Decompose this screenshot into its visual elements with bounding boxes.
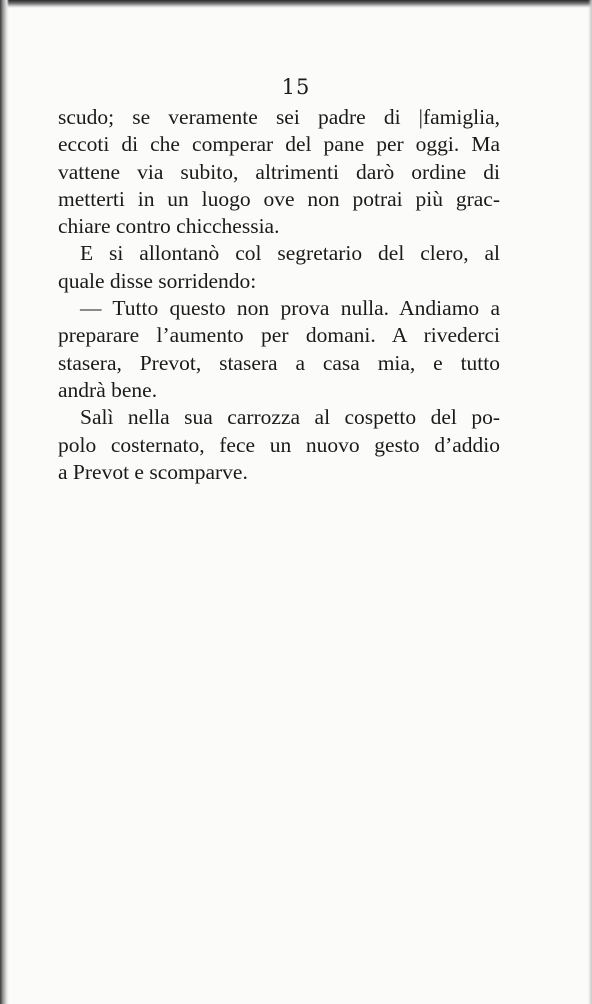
text-line: E si allontanò col segretario del clero, al	[80, 241, 500, 266]
paragraph-1	[58, 104, 500, 240]
text-line: stasera, Prevot, stasera a casa mia, e tutto	[58, 350, 500, 375]
page-right-edge-shadow	[588, 0, 592, 1004]
text-line: scudo; se veramente sei padre di |famiglia,	[58, 105, 500, 129]
text-line: andrà bene.	[58, 377, 158, 402]
paragraph-3	[58, 295, 500, 404]
text-line: eccoti di che comperar del pane per oggi. Ma	[58, 132, 500, 157]
text-line: — Tutto questo non prova nulla. Andiamo a	[80, 296, 500, 321]
text-line: polo costernato, fece un nuovo gesto d’addio	[58, 432, 500, 457]
text-line: vattene via subito, altrimenti darò ordine di	[58, 159, 500, 184]
body-text	[58, 104, 500, 486]
text-line: quale disse sorridendo:	[58, 268, 257, 293]
paragraph-2	[58, 240, 500, 295]
text-line: a Prevot e scomparve.	[58, 459, 248, 484]
text-line: preparare l’aumento per domani. A rivederci	[58, 323, 500, 348]
text-line: chiare contro chicchessia.	[58, 214, 280, 239]
page-number: 15	[281, 75, 311, 99]
text-line: metterti in un luogo ove non potrai più grac-	[58, 186, 500, 211]
page-left-edge-shadow	[0, 0, 9, 1004]
page-top-edge-shadow	[0, 0, 592, 8]
text-line: Salì nella sua carrozza al cospetto del po-	[80, 405, 500, 430]
paragraph-4	[58, 404, 500, 486]
